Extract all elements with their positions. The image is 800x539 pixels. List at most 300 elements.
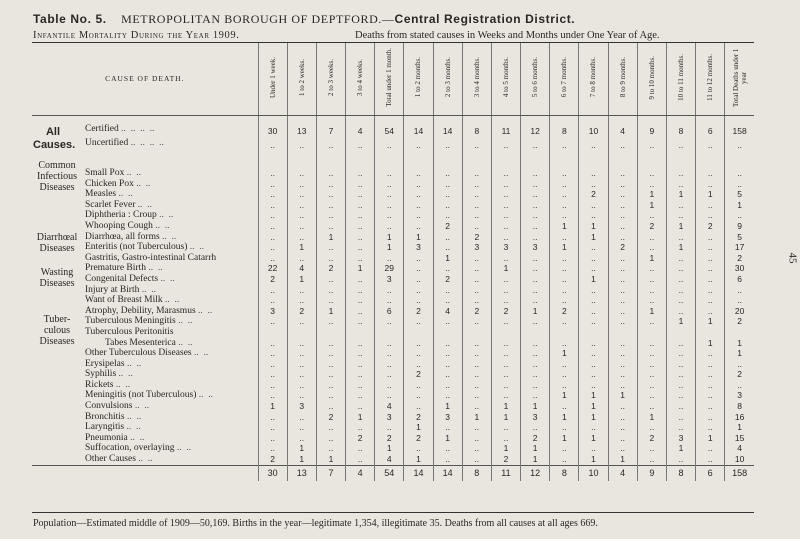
- value-cell: 1: [316, 232, 345, 243]
- value-cell: ..: [579, 263, 608, 274]
- value-cell: ..: [491, 232, 520, 243]
- value-cell: ..: [287, 316, 316, 327]
- value-cell: ..: [550, 210, 579, 221]
- value-cell: ..: [696, 285, 725, 296]
- value-cell: 1: [725, 348, 754, 359]
- value-cell: ..: [521, 316, 550, 327]
- value-cell: ..: [433, 232, 462, 243]
- district-name: Central Registration District.: [394, 12, 576, 26]
- value-cell: 2: [725, 316, 754, 327]
- value-cell: ..: [608, 412, 637, 423]
- cause-cell: [32, 189, 258, 200]
- cause-cell: [32, 454, 258, 465]
- value-cell: ..: [258, 138, 287, 152]
- borough-name: METROPOLITAN BOROUGH OF DEPTFORD.—: [121, 12, 395, 26]
- value-cell: ..: [696, 274, 725, 285]
- value-cell: ..: [521, 285, 550, 296]
- value-cell: 20: [725, 306, 754, 317]
- value-cell: ..: [666, 338, 695, 349]
- value-cell: ..: [637, 348, 666, 359]
- value-cell: ..: [608, 380, 637, 391]
- value-cell: ..: [550, 253, 579, 264]
- period-column-header: 11 to 12 months.: [696, 43, 725, 116]
- value-cell: ..: [608, 253, 637, 264]
- value-cell: ..: [696, 263, 725, 274]
- value-cell: ..: [462, 348, 491, 359]
- value-cell: ..: [375, 316, 404, 327]
- value-cell: ..: [346, 210, 375, 221]
- value-cell: ..: [696, 390, 725, 401]
- value-cell: ..: [462, 179, 491, 190]
- value-cell: 1: [316, 454, 345, 465]
- subtitle-left: Infantile Mortality During the Year 1909.: [33, 30, 240, 41]
- value-cell: ..: [521, 338, 550, 349]
- value-cell: ..: [316, 359, 345, 370]
- cause-cell: [32, 422, 258, 433]
- value-cell: 1: [550, 221, 579, 232]
- value-cell: ..: [521, 189, 550, 200]
- value-cell: ..: [491, 369, 520, 380]
- value-cell: ..: [725, 168, 754, 179]
- value-cell: ..: [375, 369, 404, 380]
- value-cell: 10: [579, 124, 608, 138]
- value-cell: ..: [433, 179, 462, 190]
- value-cell: ..: [696, 401, 725, 412]
- value-cell: ..: [316, 401, 345, 412]
- value-cell: 1: [696, 338, 725, 349]
- value-cell: 1: [491, 412, 520, 423]
- value-cell: ..: [258, 359, 287, 370]
- value-cell: ..: [404, 263, 433, 274]
- value-cell: ..: [608, 232, 637, 243]
- value-cell: ..: [579, 369, 608, 380]
- value-cell: 5: [725, 232, 754, 243]
- page-number: 45: [786, 252, 799, 264]
- value-cell: ..: [346, 295, 375, 306]
- value-cell: [433, 327, 462, 338]
- cause-label: Measles .. ..: [85, 189, 133, 200]
- value-cell: 1: [608, 454, 637, 465]
- value-cell: ..: [666, 274, 695, 285]
- cause-label: Diphtheria : Croup .. ..: [85, 210, 174, 221]
- value-cell: ..: [433, 168, 462, 179]
- value-cell: 2: [579, 189, 608, 200]
- value-cell: 2: [404, 306, 433, 317]
- value-cell: ..: [316, 253, 345, 264]
- cause-label: Whooping Cough .. ..: [85, 220, 170, 231]
- value-cell: ..: [258, 390, 287, 401]
- value-cell: ..: [462, 200, 491, 211]
- table-row: [32, 200, 754, 211]
- value-cell: ..: [316, 338, 345, 349]
- value-cell: ..: [404, 443, 433, 454]
- value-cell: ..: [375, 285, 404, 296]
- cause-cell: [32, 380, 258, 391]
- period-column-header: 2 to 3 months.: [433, 43, 462, 116]
- value-cell: 3: [521, 412, 550, 423]
- value-cell: ..: [375, 253, 404, 264]
- value-cell: ..: [433, 348, 462, 359]
- cause-label: Pneumonia .. ..: [85, 432, 145, 443]
- group-label: Tuber- culous Diseases: [39, 314, 75, 348]
- value-cell: ..: [608, 401, 637, 412]
- value-cell: ..: [316, 380, 345, 391]
- period-column-header: 2 to 3 weeks.: [316, 43, 345, 116]
- total-cell: 13: [287, 465, 316, 481]
- value-cell: ..: [316, 422, 345, 433]
- value-cell: ..: [258, 422, 287, 433]
- value-cell: 1: [375, 232, 404, 243]
- value-cell: ..: [696, 253, 725, 264]
- value-cell: ..: [404, 295, 433, 306]
- value-cell: ..: [346, 253, 375, 264]
- value-cell: ..: [491, 295, 520, 306]
- value-cell: ..: [696, 348, 725, 359]
- table-row: [32, 253, 754, 264]
- value-cell: ..: [579, 200, 608, 211]
- value-cell: ..: [346, 338, 375, 349]
- value-cell: ..: [521, 380, 550, 391]
- value-cell: 6: [725, 274, 754, 285]
- value-cell: ..: [346, 285, 375, 296]
- value-cell: ..: [346, 443, 375, 454]
- value-cell: [346, 327, 375, 338]
- cause-label: Erysipelas .. ..: [85, 358, 142, 369]
- value-cell: ..: [579, 348, 608, 359]
- value-cell: ..: [521, 359, 550, 370]
- value-cell: 1: [579, 454, 608, 465]
- cause-label: Other Tuberculous Diseases .. ..: [85, 348, 209, 359]
- totals-row: [32, 465, 754, 481]
- table-row: [32, 359, 754, 370]
- value-cell: ..: [287, 221, 316, 232]
- cause-cell: [32, 369, 258, 380]
- value-cell: ..: [608, 189, 637, 200]
- value-cell: [258, 327, 287, 338]
- title-line: [33, 12, 753, 27]
- cause-label: Chicken Pox .. ..: [85, 178, 151, 189]
- total-cell: 158: [725, 465, 754, 481]
- period-column-header: Total Deaths under 1 year: [725, 43, 754, 116]
- cause-label: Bronchitis .. ..: [85, 411, 142, 422]
- value-cell: ..: [346, 401, 375, 412]
- value-cell: ..: [637, 316, 666, 327]
- value-cell: 2: [725, 253, 754, 264]
- period-column-header: Total under 1 month.: [375, 43, 404, 116]
- value-cell: ..: [375, 295, 404, 306]
- value-cell: 3: [404, 242, 433, 253]
- value-cell: 2: [316, 412, 345, 423]
- value-cell: ..: [550, 295, 579, 306]
- value-cell: ..: [258, 338, 287, 349]
- value-cell: ..: [462, 380, 491, 391]
- value-cell: ..: [287, 380, 316, 391]
- value-cell: ..: [404, 200, 433, 211]
- value-cell: 6: [696, 124, 725, 138]
- value-cell: ..: [462, 221, 491, 232]
- value-cell: ..: [550, 338, 579, 349]
- value-cell: ..: [404, 359, 433, 370]
- value-cell: ..: [521, 263, 550, 274]
- value-cell: ..: [462, 253, 491, 264]
- value-cell: ..: [462, 390, 491, 401]
- value-cell: ..: [608, 221, 637, 232]
- period-column-header: 1 to 2 weeks.: [287, 43, 316, 116]
- value-cell: 1: [666, 242, 695, 253]
- value-cell: ..: [579, 285, 608, 296]
- cause-label: Diarrhœa, all forms .. ..: [85, 231, 177, 242]
- cause-label: Certified .. .. .. ..: [85, 124, 155, 134]
- value-cell: ..: [404, 253, 433, 264]
- value-cell: ..: [666, 232, 695, 243]
- table-row: [32, 380, 754, 391]
- value-cell: ..: [346, 316, 375, 327]
- cause-label: Want of Breast Milk .. ..: [85, 295, 180, 306]
- value-cell: 3: [287, 401, 316, 412]
- value-cell: ..: [550, 401, 579, 412]
- value-cell: 54: [375, 124, 404, 138]
- value-cell: [521, 327, 550, 338]
- value-cell: 1: [287, 274, 316, 285]
- value-cell: ..: [725, 210, 754, 221]
- value-cell: 14: [433, 124, 462, 138]
- table-row: [32, 369, 754, 380]
- cause-label: Tuberculous Meningitis .. ..: [85, 316, 193, 327]
- value-cell: ..: [433, 138, 462, 152]
- value-cell: 1: [666, 316, 695, 327]
- value-cell: ..: [521, 369, 550, 380]
- footer-note: Population—Estimated middle of 1909—50,169. Births in the year—legitimate 1,354, illegitimate 35. Deaths from all causes at all ages 669.: [33, 518, 598, 529]
- group-label: Diarrhœal Diseases: [36, 231, 78, 254]
- value-cell: ..: [666, 306, 695, 317]
- value-cell: ..: [404, 274, 433, 285]
- value-cell: ..: [375, 200, 404, 211]
- cause-cell: [32, 443, 258, 454]
- value-cell: ..: [725, 359, 754, 370]
- value-cell: ..: [462, 210, 491, 221]
- value-cell: ..: [346, 422, 375, 433]
- total-cell: 12: [521, 465, 550, 481]
- value-cell: 1: [608, 390, 637, 401]
- value-cell: 14: [404, 124, 433, 138]
- table-row: [32, 390, 754, 401]
- value-cell: ..: [287, 285, 316, 296]
- value-cell: 1: [433, 401, 462, 412]
- cause-cell: [32, 338, 258, 349]
- value-cell: ..: [316, 316, 345, 327]
- value-cell: ..: [550, 232, 579, 243]
- value-cell: ..: [316, 295, 345, 306]
- value-cell: ..: [491, 179, 520, 190]
- value-cell: 7: [316, 124, 345, 138]
- period-column-header: 8 to 9 months.: [608, 43, 637, 116]
- value-cell: ..: [521, 179, 550, 190]
- value-cell: ..: [491, 433, 520, 444]
- value-cell: ..: [433, 359, 462, 370]
- value-cell: ..: [316, 274, 345, 285]
- value-cell: 8: [550, 124, 579, 138]
- value-cell: 1: [666, 189, 695, 200]
- value-cell: 1: [696, 189, 725, 200]
- value-cell: [491, 327, 520, 338]
- table-row: [32, 124, 754, 138]
- value-cell: ..: [550, 189, 579, 200]
- table-row: [32, 263, 754, 274]
- value-cell: ..: [258, 285, 287, 296]
- value-cell: 3: [258, 306, 287, 317]
- value-cell: ..: [375, 138, 404, 152]
- value-cell: ..: [346, 221, 375, 232]
- period-column-header: 4 to 5 months.: [491, 43, 520, 116]
- value-cell: ..: [258, 242, 287, 253]
- cause-cell: [32, 295, 258, 306]
- value-cell: ..: [258, 232, 287, 243]
- cause-cell: [32, 221, 258, 232]
- value-cell: 1: [696, 316, 725, 327]
- value-cell: 2: [287, 306, 316, 317]
- value-cell: ..: [316, 138, 345, 152]
- total-cell: 4: [346, 465, 375, 481]
- value-cell: 1: [521, 306, 550, 317]
- value-cell: ..: [346, 200, 375, 211]
- value-cell: ..: [608, 443, 637, 454]
- cause-label: Convulsions .. ..: [85, 401, 150, 412]
- value-cell: 3: [666, 433, 695, 444]
- total-cell: 4: [608, 465, 637, 481]
- value-cell: ..: [404, 210, 433, 221]
- value-cell: ..: [666, 253, 695, 264]
- value-cell: ..: [666, 369, 695, 380]
- value-cell: ..: [666, 138, 695, 152]
- cause-label: Scarlet Fever .. ..: [85, 199, 153, 210]
- value-cell: ..: [696, 138, 725, 152]
- value-cell: ..: [637, 263, 666, 274]
- value-cell: 4: [608, 124, 637, 138]
- value-cell: ..: [287, 168, 316, 179]
- table-row: [32, 221, 754, 232]
- value-cell: ..: [491, 285, 520, 296]
- value-cell: 1: [550, 348, 579, 359]
- cause-cell: [32, 285, 258, 296]
- value-cell: ..: [521, 390, 550, 401]
- all-causes-label: All Causes.: [33, 126, 76, 151]
- table-row: [32, 232, 754, 243]
- value-cell: ..: [433, 338, 462, 349]
- group-label: Common Infectious Diseases: [37, 160, 77, 193]
- table-row: [32, 316, 754, 327]
- value-cell: ..: [666, 285, 695, 296]
- value-cell: ..: [287, 138, 316, 152]
- value-cell: ..: [550, 138, 579, 152]
- value-cell: 1: [491, 443, 520, 454]
- column-header-row: [32, 43, 754, 116]
- value-cell: ..: [550, 200, 579, 211]
- value-cell: ..: [375, 179, 404, 190]
- value-cell: ..: [316, 210, 345, 221]
- value-cell: ..: [375, 348, 404, 359]
- period-column-header: Under 1 week.: [258, 43, 287, 116]
- cause-label: Injury at Birth .. ..: [85, 284, 156, 295]
- value-cell: ..: [550, 285, 579, 296]
- cause-cell: [32, 359, 258, 370]
- value-cell: ..: [346, 369, 375, 380]
- table-row: [32, 412, 754, 423]
- value-cell: ..: [375, 359, 404, 370]
- value-cell: ..: [666, 390, 695, 401]
- value-cell: ..: [404, 316, 433, 327]
- value-cell: ..: [287, 253, 316, 264]
- cause-cell: [32, 253, 258, 264]
- value-cell: ..: [316, 200, 345, 211]
- value-cell: 1: [287, 454, 316, 465]
- value-cell: 1: [550, 242, 579, 253]
- cause-column-header: CAUSE OF DEATH.: [32, 43, 258, 116]
- value-cell: 4: [287, 263, 316, 274]
- value-cell: 1: [579, 401, 608, 412]
- value-cell: 1: [287, 443, 316, 454]
- value-cell: ..: [462, 401, 491, 412]
- value-cell: 22: [258, 263, 287, 274]
- table-number: Table No. 5.: [33, 12, 107, 26]
- value-cell: 1: [725, 422, 754, 433]
- value-cell: 1: [637, 412, 666, 423]
- value-cell: ..: [462, 138, 491, 152]
- value-cell: ..: [608, 168, 637, 179]
- table-row: [32, 401, 754, 412]
- value-cell: ..: [404, 401, 433, 412]
- value-cell: ..: [433, 295, 462, 306]
- value-cell: ..: [258, 200, 287, 211]
- cause-cell: [32, 401, 258, 412]
- value-cell: ..: [433, 210, 462, 221]
- value-cell: ..: [491, 348, 520, 359]
- value-cell: ..: [346, 274, 375, 285]
- value-cell: ..: [491, 253, 520, 264]
- value-cell: ..: [521, 253, 550, 264]
- value-cell: ..: [316, 390, 345, 401]
- cause-label: Premature Birth .. ..: [85, 263, 163, 274]
- value-cell: ..: [462, 285, 491, 296]
- value-cell: ..: [491, 316, 520, 327]
- value-cell: ..: [696, 200, 725, 211]
- value-cell: 3: [521, 242, 550, 253]
- period-column-header: 3 to 4 weeks.: [346, 43, 375, 116]
- value-cell: 1: [375, 242, 404, 253]
- total-cell: 9: [637, 465, 666, 481]
- value-cell: 1: [258, 401, 287, 412]
- value-cell: ..: [637, 338, 666, 349]
- value-cell: ..: [287, 232, 316, 243]
- value-cell: 3: [491, 242, 520, 253]
- value-cell: ..: [404, 138, 433, 152]
- value-cell: ..: [346, 232, 375, 243]
- value-cell: ..: [608, 369, 637, 380]
- table-row: [32, 168, 754, 179]
- value-cell: ..: [550, 316, 579, 327]
- value-cell: ..: [637, 380, 666, 391]
- cause-cell: [32, 274, 258, 285]
- value-cell: 2: [258, 454, 287, 465]
- value-cell: ..: [521, 200, 550, 211]
- value-cell: 1: [579, 412, 608, 423]
- value-cell: ..: [404, 348, 433, 359]
- total-cell: 7: [316, 465, 345, 481]
- value-cell: ..: [696, 168, 725, 179]
- value-cell: ..: [316, 443, 345, 454]
- value-cell: ..: [666, 380, 695, 391]
- value-cell: [579, 327, 608, 338]
- value-cell: ..: [462, 369, 491, 380]
